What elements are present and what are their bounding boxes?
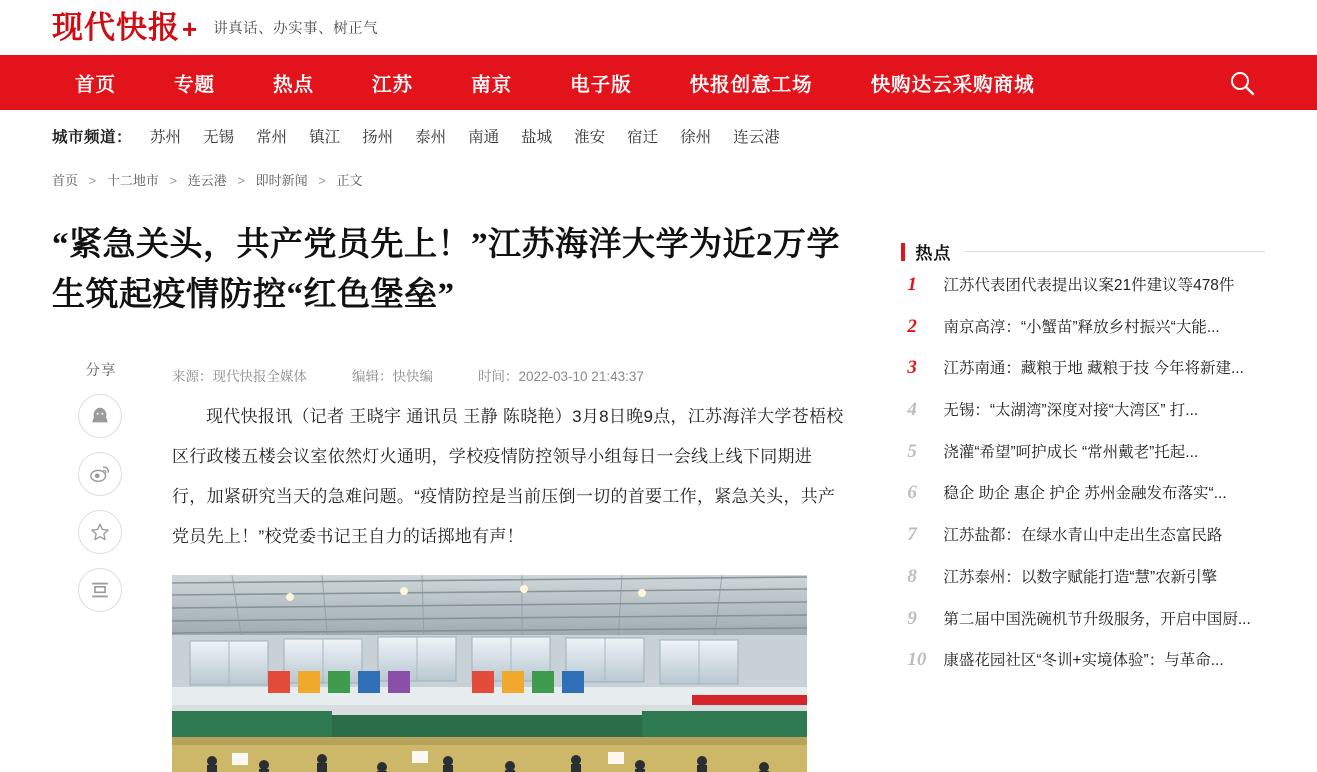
hot-rank: 1 — [907, 274, 917, 295]
article-source-label: 来源： — [172, 369, 213, 384]
weibo-icon — [89, 463, 111, 485]
nav-item-list — [0, 69, 1064, 97]
list-item[interactable] — [901, 514, 1265, 556]
qq-icon — [89, 405, 111, 427]
logo-plus-icon: + — [182, 14, 198, 44]
city-item-suzhou[interactable]: 苏州 — [150, 129, 182, 146]
article-image — [172, 575, 807, 772]
city-item-lianyungang[interactable]: 连云港 — [733, 129, 780, 146]
hot-title: 浇灌“希望”呵护成长 “常州戴老”托起... — [943, 443, 1199, 461]
page-body — [0, 199, 1317, 772]
article-time-label: 时间： — [478, 369, 519, 384]
favorite-star-icon — [89, 521, 111, 543]
site-logo[interactable] — [52, 12, 197, 43]
hot-rank: 8 — [907, 565, 917, 587]
breadcrumb — [0, 162, 1317, 199]
hot-rank: 10 — [907, 649, 927, 671]
article-content — [172, 397, 846, 772]
article-column — [52, 199, 846, 772]
nav-item-home[interactable]: 首页 — [75, 73, 117, 96]
hot-rank: 9 — [907, 607, 917, 629]
article-source — [172, 365, 307, 385]
breadcrumb-item-home[interactable]: 首页 — [52, 173, 79, 188]
nav-item-nanjing[interactable]: 南京 — [471, 73, 513, 96]
article-source-value: 现代快报全媒体 — [212, 369, 307, 384]
city-item-huaian[interactable]: 淮安 — [574, 129, 606, 146]
article-time — [478, 365, 644, 385]
hot-title: 无锡：“太湖湾”深度对接“大湾区” 打... — [943, 402, 1199, 420]
city-item-yancheng[interactable]: 盐城 — [521, 129, 553, 146]
share-favorite-button[interactable] — [78, 510, 122, 554]
search-icon[interactable] — [1229, 70, 1255, 96]
hot-list — [901, 264, 1265, 681]
hot-rank: 7 — [907, 524, 917, 546]
section-divider — [965, 251, 1265, 252]
list-item[interactable] — [901, 639, 1265, 681]
breadcrumb-item-twelve-cities[interactable]: 十二地市 — [106, 173, 159, 188]
share-douban-button[interactable] — [78, 568, 122, 612]
sidebar — [901, 199, 1265, 772]
hot-title: 稳企 助企 惠企 护企 苏州金融发布落实“... — [943, 485, 1227, 503]
article-editor-label: 编辑： — [352, 369, 393, 384]
breadcrumb-separator: > — [88, 173, 97, 188]
breadcrumb-item-current: 正文 — [336, 173, 363, 188]
city-item-taizhou[interactable]: 泰州 — [415, 129, 447, 146]
city-item-suqian[interactable]: 宿迁 — [627, 129, 659, 146]
breadcrumb-separator: > — [237, 173, 245, 188]
breadcrumb-item-lianyungang[interactable]: 连云港 — [187, 173, 227, 188]
list-item[interactable] — [901, 431, 1265, 473]
hot-rank: 2 — [907, 315, 917, 337]
main-nav — [0, 55, 1317, 110]
list-item[interactable] — [901, 556, 1265, 598]
hot-title: 南京高淳：“小蟹苗”释放乡村振兴“大能... — [943, 318, 1220, 336]
city-item-nantong[interactable]: 南通 — [468, 129, 500, 146]
list-item[interactable] — [901, 472, 1265, 514]
hot-title: 江苏南通：藏粮于地 藏粮于技 今年将新建... — [943, 360, 1244, 378]
hot-title: 江苏盐都：在绿水青山中走出生态富民路 — [943, 527, 1223, 545]
hot-rank: 3 — [907, 357, 917, 379]
hot-title: 江苏代表团代表提出议案21件建议等478件 — [943, 277, 1235, 294]
share-qq-button[interactable] — [78, 394, 122, 438]
share-weibo-button[interactable] — [78, 452, 122, 496]
city-item-xuzhou[interactable]: 徐州 — [680, 129, 712, 146]
article-editor — [352, 365, 433, 385]
list-item[interactable] — [901, 389, 1265, 431]
article-time-value: 2022-03-10 21:43:37 — [518, 369, 644, 384]
list-item[interactable] — [901, 306, 1265, 348]
city-channel-label: 城市频道： — [52, 129, 133, 146]
logo-text: 现代快报 — [52, 10, 180, 45]
hot-section-title: 热点 — [915, 244, 952, 263]
page-title: “紧急关头，共产党员先上！”江苏海洋大学为近2万学生筑起疫情防控“红色堡垒” — [52, 227, 840, 313]
hot-section-header — [901, 239, 1265, 264]
nav-item-jiangsu[interactable]: 江苏 — [372, 73, 414, 96]
nav-item-hot[interactable]: 热点 — [273, 73, 315, 96]
section-accent-bar — [901, 243, 905, 261]
list-item[interactable] — [901, 347, 1265, 389]
hot-rank: 4 — [907, 399, 917, 421]
article-editor-value: 快快编 — [392, 369, 433, 384]
hot-rank: 6 — [907, 482, 917, 504]
city-item-changzhou[interactable]: 常州 — [256, 129, 288, 146]
city-item-wuxi[interactable]: 无锡 — [203, 129, 235, 146]
breadcrumb-separator: > — [169, 173, 178, 188]
hot-title: 康盛花园社区“冬训+实境体验”：与革命... — [943, 652, 1224, 670]
share-panel — [52, 359, 172, 772]
list-item[interactable] — [901, 264, 1265, 306]
article-paragraph: 现代快报讯（记者 王晓宇 通讯员 王静 陈晓艳）3月8日晚9点，江苏海洋大学苍梧校区行政楼五楼会议室依然灯火通明，学校疫情防控领导小组每日一会线上线下同期进行，加紧研究当天的急难问题。“疫情防控是当前压倒一切的首要工作，紧急关头，共产党员先上！”校党委书记王自力的话掷地有声！ — [172, 407, 844, 546]
site-slogan: 讲真话、办实事、树正气 — [213, 21, 379, 37]
city-channel-bar — [0, 110, 1317, 162]
nav-item-procurement-mall[interactable]: 快购达云采购商城 — [870, 73, 1035, 96]
nav-item-special[interactable]: 专题 — [174, 73, 216, 96]
nav-item-creative-workshop[interactable]: 快报创意工场 — [689, 73, 813, 96]
share-title: 分享 — [85, 363, 117, 379]
list-item[interactable] — [901, 598, 1265, 640]
site-header — [0, 0, 1317, 55]
breadcrumb-item-instant-news[interactable]: 即时新闻 — [255, 173, 308, 188]
hot-rank: 5 — [907, 440, 917, 462]
douban-icon — [89, 579, 111, 601]
city-item-yangzhou[interactable]: 扬州 — [362, 129, 394, 146]
nav-item-epaper[interactable]: 电子版 — [570, 73, 632, 96]
hot-title: 江苏泰州：以数字赋能打造“慧”农新引擎 — [943, 568, 1218, 586]
breadcrumb-separator: > — [318, 173, 326, 188]
hot-title: 第二届中国洗碗机节升级服务，开启中国厨... — [943, 610, 1251, 628]
city-item-zhenjiang[interactable]: 镇江 — [309, 129, 341, 146]
